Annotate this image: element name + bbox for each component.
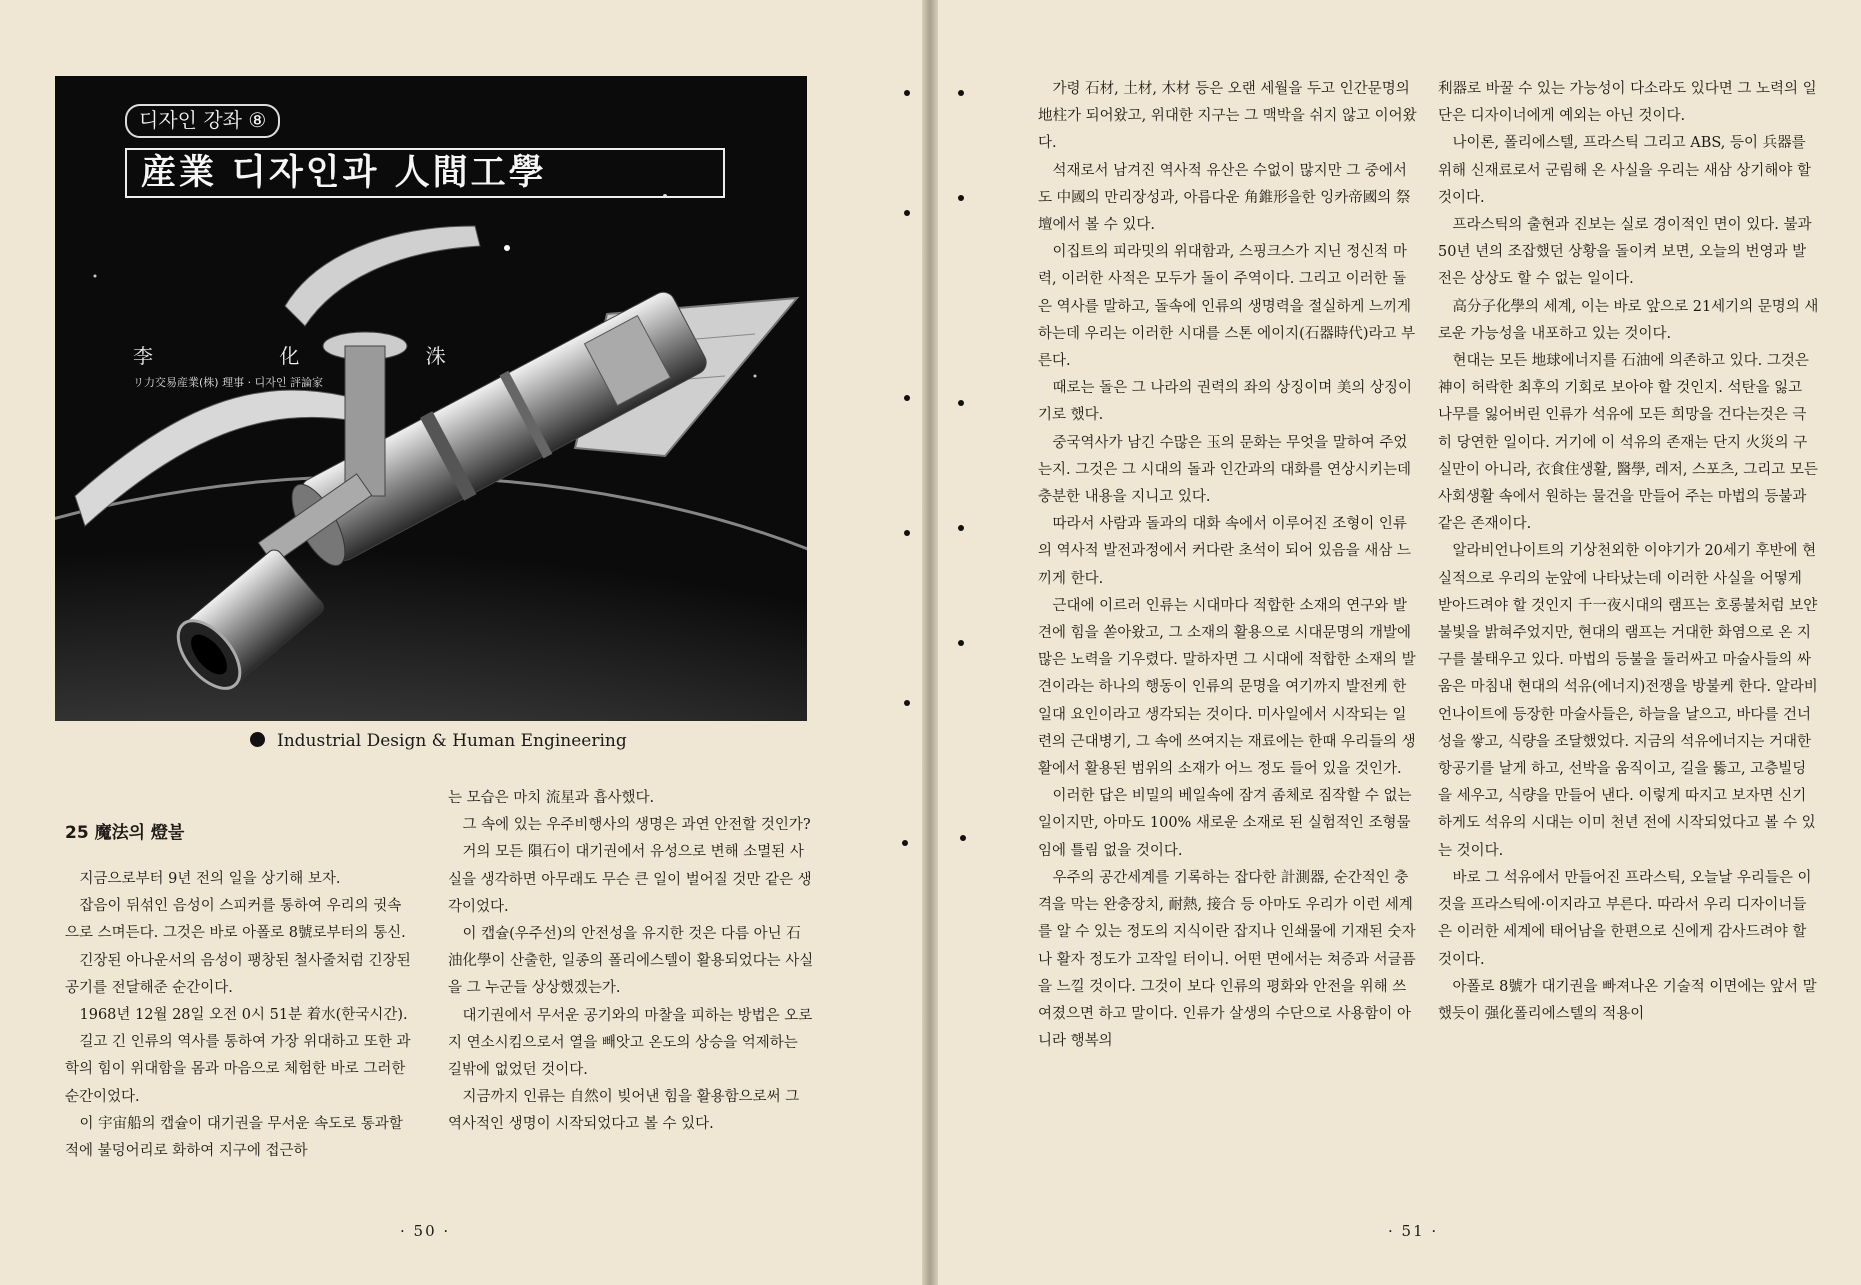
paragraph: 利器로 바꿀 수 있는 가능성이 다소라도 있다면 그 노력의 일단은 디자이너에게 예외는 아닌 것이다. — [1438, 81, 1817, 125]
punch-mark — [904, 395, 910, 401]
right-column-2 — [1438, 76, 1820, 1216]
punch-mark — [958, 400, 964, 406]
paragraph: 프라스틱의 출현과 진보는 실로 경이적인 면이 있다. 불과 50년 년의 조잡했던 상황을 돌이켜 보면, 오늘의 번영과 발전은 상상도 할 수 없는 일이다. — [1438, 217, 1812, 288]
punch-mark — [958, 525, 964, 531]
image-caption — [250, 731, 627, 751]
paragraph: 이러한 답은 비밀의 베일속에 잠겨 좀체로 짐작할 수 없는 일이지만, 아마도 100% 새로운 소재로 된 실험적인 조형물임에 틀림 없을 것이다. — [1038, 788, 1412, 859]
article-title: 産業 디자인과 人間工學 — [125, 148, 725, 198]
hero-illustration — [55, 76, 807, 721]
punch-mark — [958, 640, 964, 646]
paragraph: 중국역사가 남긴 수많은 玉의 문화는 무엇을 말하여 주었는지. 그것은 그 시대의 돌과 인간과의 대화를 연상시키는데 충분한 내용을 지니고 있다. — [1038, 434, 1412, 506]
punch-mark — [902, 840, 908, 846]
bullet-icon — [250, 732, 265, 747]
paragraph: 이 宇宙船의 캡슐이 대기권을 무서운 속도로 통과할 적에 불덩어리로 화하여 지구에 접근하 — [65, 1115, 403, 1160]
paragraph: 길고 긴 인류의 역사를 통하여 가장 위대하고 또한 과학의 힘이 위대함을 몸과 마음으로 체험한 바로 그러한 순간이었다. — [65, 1034, 411, 1105]
author-affiliation: リ力交易産業(株) 理事 · 디자인 評論家 — [133, 376, 323, 389]
punch-mark — [904, 700, 910, 706]
paragraph: 따라서 사람과 돌과의 대화 속에서 이루어진 조형이 인류의 역사적 발전과정에서 커다란 초석이 되어 있음을 새삼 느끼게 한다. — [1038, 516, 1412, 587]
caption-text: Industrial Design & Human Engineering — [277, 731, 627, 751]
left-column-1 — [65, 866, 415, 1218]
punch-mark — [958, 195, 964, 201]
left-column-2 — [448, 785, 814, 1218]
paragraph: 그 속에 있는 우주비행사의 생명은 과연 안전할 것인가? — [462, 817, 811, 834]
paragraph: 지금으로부터 9년 전의 일을 상기해 보자. — [79, 871, 341, 887]
paragraph: 대기권에서 무서운 공기와의 마찰을 피하는 방법은 오로지 연소시킴으로서 열을 빼앗고 온도의 상승을 억제하는 길밖에 없었던 것이다. — [448, 1007, 813, 1079]
right-page — [938, 0, 1861, 1285]
paragraph: 근대에 이르러 인류는 시대마다 적합한 소재의 연구와 발견에 힘을 쏟아왔고, 그 소재의 활용으로 시대문명의 개발에 많은 노력을 기우렸다. 말하자면 그 시대에 적합한 소재의 발견이라는 하나의 행동이 인류의 문명을 여기까지 발전케 한 일대 요인이라고 생각되는 것이다. 미사일에서 시작되는 일련의 근대병기, 그 속에 쓰여지는 재료에는 한때 우리들의 생활에서 활용된 범위의 소재가 어느 정도 들어 있을 것인가. — [1038, 597, 1416, 778]
paragraph: 高分子化學의 세계, 이는 바로 앞으로 21세기의 문명의 새로운 가능성을 내포하고 있는 것이다. — [1438, 298, 1819, 342]
left-page — [0, 0, 922, 1285]
paragraph: 잡음이 뒤섞인 음성이 스피커를 통하여 우리의 귓속으로 스며든다. 그것은 바로 아폴로 8號로부터의 통신. — [65, 898, 406, 942]
paragraph: 는 모습은 마치 流星과 흡사했다. — [448, 790, 655, 806]
paragraph: 아폴로 8號가 대기권을 빠져나온 기술적 이면에는 앞서 말했듯이 强化폴리에스텔의 적용이 — [1438, 978, 1817, 1022]
punch-mark — [904, 530, 910, 536]
paragraph: 1968년 12월 28일 오전 0시 51분 着水(한국시간). — [79, 1007, 408, 1024]
paragraph: 현대는 모든 地球에너지를 石油에 의존하고 있다. 그것은 神이 허락한 최후의 기회로 보아야 할 것인지. 석탄을 잃고 나무를 잃어버린 인류가 석유에 모든 희망을 건다는것은 극히 당연한 일이다. 거기에 이 석유의 존재는 단지 火災의 구실만이 아니라, 衣食住생활, 醫學, 레저, 스포츠, 그리고 모든 사회생활 속에서 원하는 물건을 만들어 주는 마법의 등불과 같은 존재이다. — [1438, 353, 1818, 533]
punch-mark — [958, 90, 964, 96]
paragraph: 지금까지 인류는 自然이 빚어낸 힘을 활용함으로써 그 역사적인 생명이 시작되었다고 볼 수 있다. — [448, 1089, 800, 1133]
series-tag: 디자인 강좌 ⑧ — [125, 104, 280, 138]
page-number: · 51 · — [1388, 1222, 1439, 1240]
paragraph: 우주의 공간세계를 기록하는 잡다한 計測器, 순간적인 충격을 막는 완충장치, 耐熱, 接合 등 아마도 우리가 이런 세계를 알 수 있는 정도의 지식이란 잡지나 인쇄물에 기재된 숫자나 활자 정도가 고작일 터이니. 어떤 면에서는 쳐증과 서글픔을 느낄 것이다. 그것이 보다 인류의 평화와 안전을 위해 쓰여졌으면 하고 말이다. 인류가 살생의 수단으로 사용함이 아니라 행복의 — [1038, 869, 1416, 1050]
paragraph: 때로는 돌은 그 나라의 권력의 좌의 상징이며 美의 상징이기로 했다. — [1038, 380, 1413, 424]
page-number: · 50 · — [400, 1222, 451, 1240]
page-gutter — [922, 0, 938, 1285]
paragraph: 바로 그 석유에서 만들어진 프라스틱, 오늘날 우리들은 이것을 프라스틱에·이지라고 부른다. 따라서 우리 디자이너들은 이러한 세계에 태어남을 한편으로 신에게 감사드려야 할 것이다. — [1438, 869, 1812, 968]
paragraph: 나이론, 폴리에스텔, 프라스틱 그리고 ABS, 등이 兵器를 위해 신재료로서 군림해 온 사실을 우리는 새삼 상기해야 할 것이다. — [1438, 135, 1812, 206]
paragraph: 가령 石材, 土材, 木材 등은 오랜 세월을 두고 인간문명의 地柱가 되어왔고, 위대한 지구는 그 맥박을 쉬지 않고 이어왔다. — [1038, 81, 1417, 152]
paragraph: 석재로서 남겨진 역사적 유산은 수없이 많지만 그 중에서도 中國의 만리장성과, 아름다운 角錐形을한 잉카帝國의 祭壇에서 볼 수 있다. — [1038, 162, 1411, 234]
section-heading: 25 魔法의 燈불 — [65, 823, 185, 843]
punch-mark — [960, 835, 966, 841]
paragraph: 알라비언나이트의 기상천외한 이야기가 20세기 후반에 현실적으로 우리의 눈앞에 나타났는데 이러한 사실을 어떻게 받아드려야 할 것인지 千一夜시대의 램프는 호롱불처럼 보얀 불빛을 밝혀주었지만, 현대의 램프는 거대한 화염으로 온 지구를 불태우고 있다. 마법의 등불을 둘러싸고 마술사들의 싸움은 마침내 현대의 석유(에너지)전쟁을 방불케 한다. 알라비언나이트에 등장한 마술사들은, 하늘을 날으고, 바다를 건너 성을 쌓고, 식량을 조달했었다. 지금의 석유에너지는 거대한 항공기를 날게 하고, 선박을 움직이고, 길을 뚫고, 고층빌딩을 세우고, 식량을 만들어 낸다. 이렇게 따지고 보자면 신기하게도 석유의 시대는 이미 천년 전에 시작되었다고 볼 수 있는 것이다. — [1438, 543, 1818, 859]
paragraph: 긴장된 아나운서의 음성이 팽창된 철사줄처럼 긴장된 공기를 전달해준 순간이다. — [65, 952, 411, 996]
paragraph: 이 캡슐(우주선)의 안전성을 유지한 것은 다름 아닌 石油化學이 산출한, 일종의 폴리에스텔이 활용되었다는 사실을 그 누군들 상상했겠는가. — [448, 926, 814, 997]
punch-mark — [904, 210, 910, 216]
right-column-1 — [1038, 76, 1420, 1216]
paragraph: 이집트의 피라밋의 위대함과, 스핑크스가 지닌 정신적 마력, 이러한 사적은 모두가 돌이 주역이다. 그리고 이러한 돌은 역사를 말하고, 돌속에 인류의 생명력을 절실하게 느끼게 하는데 우리는 이러한 시대를 스톤 에이지(石器時代)라고 부른다. — [1038, 244, 1416, 370]
punch-mark — [904, 90, 910, 96]
paragraph: 거의 모든 隕石이 대기권에서 유성으로 변해 소멸된 사실을 생각하면 아무래도 무슨 큰 일이 벌어질 것만 같은 생각이었다. — [448, 844, 812, 915]
author-name: 李 化 洙 — [133, 344, 506, 368]
